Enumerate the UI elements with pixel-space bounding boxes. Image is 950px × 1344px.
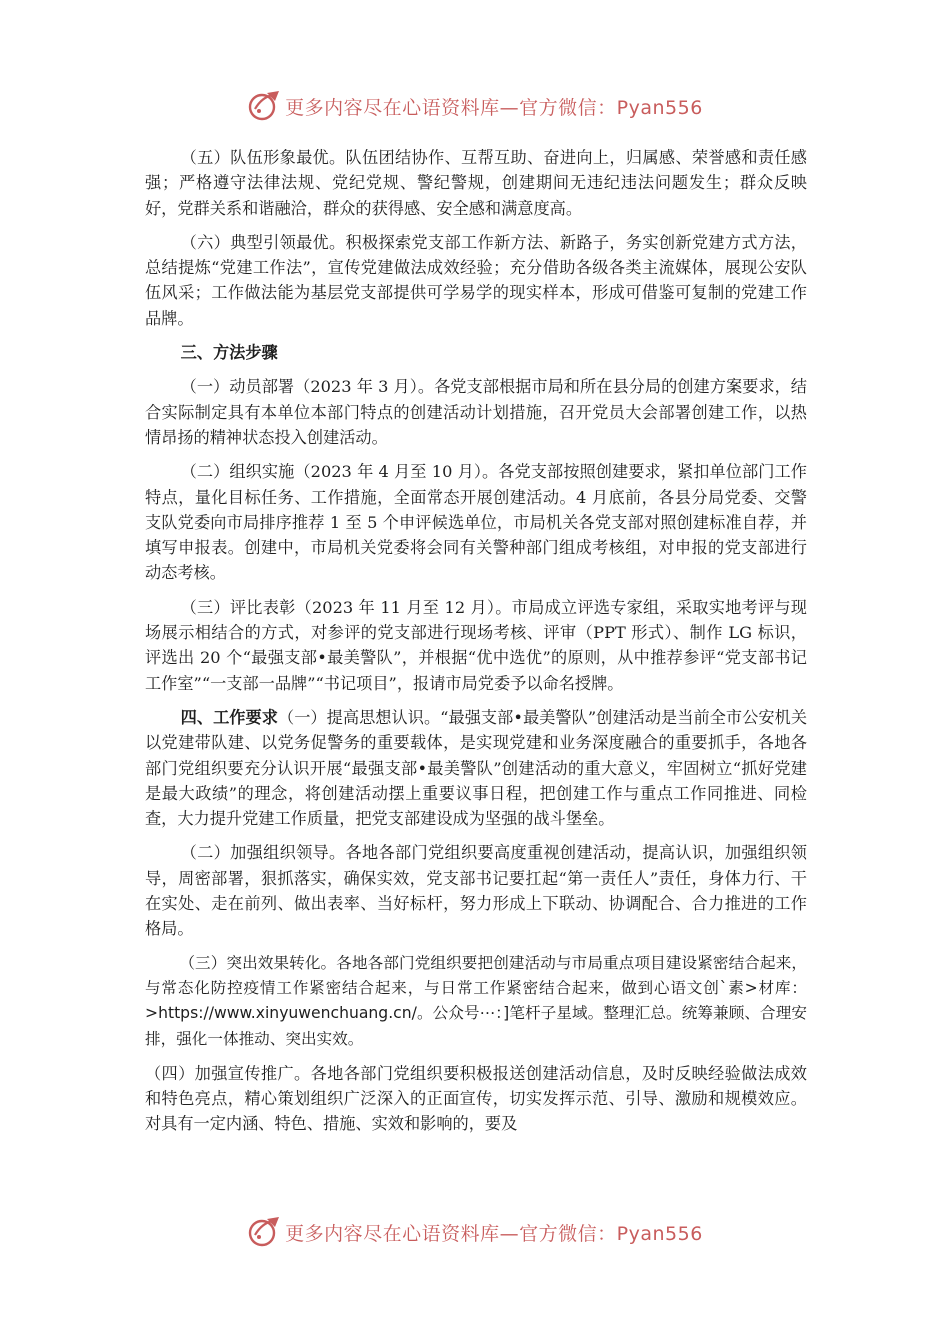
paragraph-team-image: （五）队伍形象最优。队伍团结协作、互帮互助、奋进向上，归属感、荣誉感和责任感强；严格遵守法律法规、党纪党规、警纪警规，创建期间无违纪违法问题发生；群众反映好，党群关系和谐融洽，群众的获得感、安全感和满意度高。 (145, 148, 807, 218)
paragraph-implement: （二）组织实施（2023 年 4 月至 10 月）。各党支部按照创建要求，紧扣单位部门工作特点，量化目标任务、工作措施，全面常态开展创建活动。4 月底前，各县分局党委、交警支队党委向市局排序推荐 1 至 5 个申评候选单位，市局机关各党支部对照创建标准自荐，并填写申报表。创建中，市局机关党委将会同有关警种部门组成考核组，对申报的党支部进行动态考核。 (145, 462, 807, 583)
watermark-text: 更多内容尽在心语资料库—官方微信：Pyan556 (285, 96, 703, 119)
paragraph-evaluate: （三）评比表彰（2023 年 11 月至 12 月）。市局成立评选专家组，采取实地考评与现场展示相结合的方式，对参评的党支部进行现场考核、评审（PPT 形式）、制作 LG 标识，评选出 20 个“最强支部•最美警队”，并根据“优中选优”的原则，从中推荐参评“党支部书记工作室”“一支部一品牌”“书记项目”，报请市局党委予以命名授牌。 (145, 597, 807, 693)
paragraph-promotion: （四）加强宣传推广。各地各部门党组织要积极报送创建活动信息，及时反映经验做法成效和特色亮点，精心策划组织广泛深入的正面宣传，切实发挥示范、引导、激励和规模效应。对具有一定内涵、特色、措施、实效和影响的，要及 (145, 1063, 807, 1134)
paragraph-effect: （三）突出效果转化。各地各部门党组织要把创建活动与市局重点项目建设紧密结合起来，与常态化防控疫情工作紧密结合起来，与日常工作紧密结合起来，做到心语文创`素>材库：>https://www.xinyuwenchuang.cn/。公众号⋯：]笔杆子星域。整理汇总。统筹兼顾、合理安排，强化一体推动、突出实效。 (145, 953, 807, 1048)
pen-logo-icon (247, 89, 281, 123)
paragraph-typical-lead: （六）典型引领最优。积极探索党支部工作新方法、新路子，务实创新党建方式方法，总结提炼“党建工作法”，宣传党建做法成效经验；充分借助各级各类主流媒体，展现公安队伍风采；工作做法能为基层党支部提供可学易学的现实样本，形成可借鉴可复制的党建工作品牌。 (145, 232, 807, 328)
requirement-awareness: （一）提高思想认识。“最强支部•最美警队”创建活动是当前全市公安机关以党建带队建、以党务促警务的重要载体，是实现党建和业务深度融合的重要抓手，各地各部门党组织要充分认识开展“最强支部•最美警队”创建活动的重大意义，牢固树立“抓好党建是最大政绩”的理念，将创建活动摆上重要议事日程，把创建工作与重点工作同推进、同检查，大力提升党建工作质量，把党支部建设成为坚强的战斗堡垒。 (145, 707, 808, 829)
section-heading-methods: 三、方法步骤 (180, 343, 278, 363)
watermark-text: 更多内容尽在心语资料库—官方微信：Pyan556 (285, 1222, 703, 1245)
paragraph-mobilize: （一）动员部署（2023 年 3 月）。各党支部根据市局和所在县分局的创建方案要求，结合实际制定具有本单位本部门特点的创建活动计划措施，召开党员大会部署创建工作，以热情昂扬的精神状态投入创建活动。 (145, 377, 807, 447)
watermark-banner-bottom (0, 1212, 950, 1252)
pen-logo-icon (247, 1215, 281, 1249)
document-body (145, 145, 807, 1146)
paragraph-requirements (145, 705, 807, 831)
paragraph-leadership: （二）加强组织领导。各地各部门党组织要高度重视创建活动，提高认识，加强组织领导，周密部署，狠抓落实，确保实效，党支部书记要扛起“第一责任人”责任，身体力行、干在实处、走在前列、做出表率、当好标杆，努力形成上下联动、协调配合、合力推进的工作格局。 (145, 843, 807, 939)
section-heading-requirements: 四、工作要求 (180, 707, 278, 727)
watermark-banner-top (0, 86, 950, 126)
